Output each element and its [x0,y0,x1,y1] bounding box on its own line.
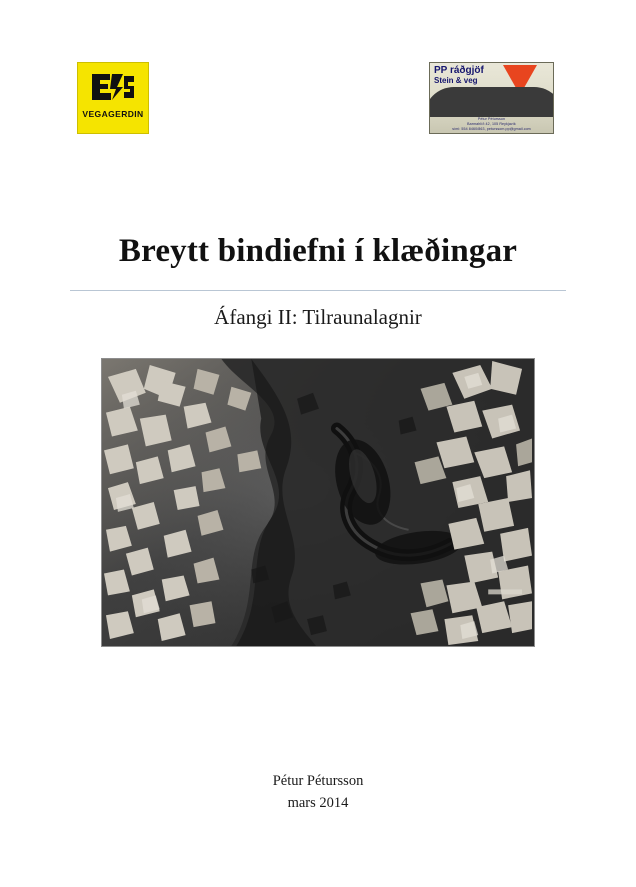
title-block [0,232,636,330]
document-date: mars 2014 [287,795,349,812]
pp-contact-line-3: sími: 554 8460/863, peturssom.pp@gmail.com [452,127,531,132]
pp-logo-contact [430,117,553,132]
cover-photo [101,358,535,647]
pp-logo-subtitle: Stein & veg [434,75,478,85]
pp-contact-line-1: Pétur Pétursson [477,117,506,122]
author-name: Pétur Pétursson [272,773,364,789]
title-divider [70,290,566,291]
vegagerdin-logo-caption: VEGAGERDIN [82,109,144,119]
vegagerdin-logo-icon [90,70,136,104]
logo-row [0,62,636,152]
author-block [0,770,636,815]
pp-logo-heading [434,66,484,85]
pp-contact-line-2: Barmahlíð 42, 105 Reykjavík [467,122,516,127]
pp-radgjof-logo [429,62,554,134]
vegagerdin-logo [77,62,149,134]
document-title: Breytt bindiefni í klæðingar [118,233,518,269]
pp-hill-shape [429,87,554,117]
document-subtitle: Áfangi II: Tilraunalagnir [214,304,422,329]
pp-logo-title: PP ráðgjöf [434,65,484,76]
